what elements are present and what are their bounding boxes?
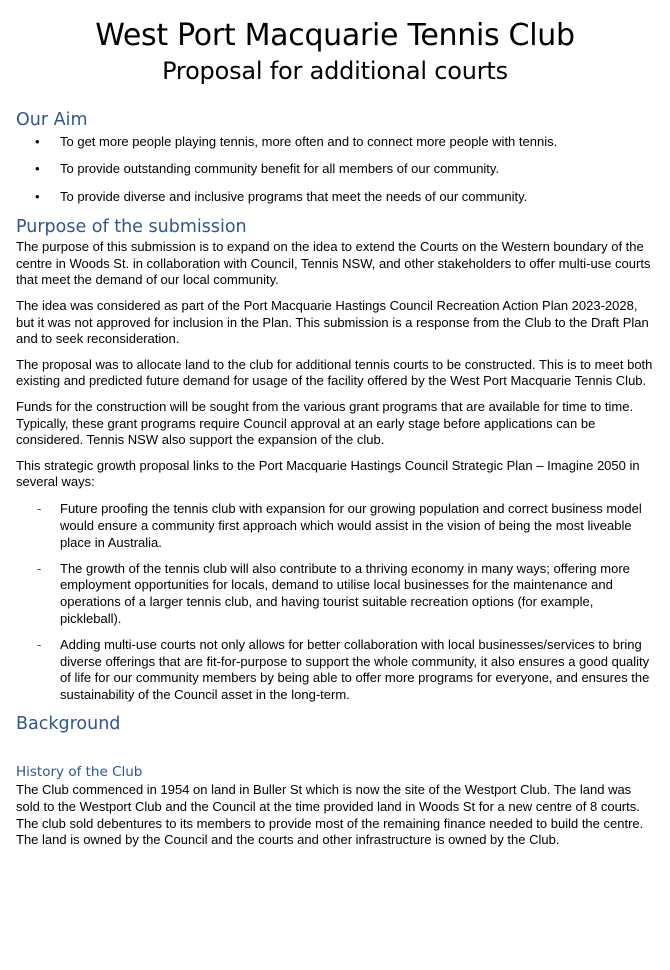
list-item: [0, 161, 670, 178]
background-heading: Background: [16, 714, 121, 735]
history-paragraph: The Club commenced in 1954 on land in Buller St which is now the site of the Westport Club. The land was sold to the Westport Club and the Council at the time provided land in Woods St for a new centre of 8 courts. The club sold debentures to its members to provide most of the remaining finance needed to build the centre. The land is owned by the Council and the courts and other infrastructure is owned by the Club.: [16, 782, 644, 848]
list-item-text: Future proofing the tennis club with expansion for our growing population and correct business model would ensure a community first approach which would assist in the vision of being the most liveable place in Australia.: [60, 501, 642, 550]
dash-icon: -: [37, 636, 42, 652]
list-item-text: To provide outstanding community benefit for all members of our community.: [60, 161, 500, 177]
dash-icon: -: [37, 560, 42, 576]
aim-heading: Our Aim: [16, 110, 88, 130]
list-item-text: Adding multi-use courts not only allows for better collaboration with local businesses/services to bring diverse offerings that are fit-for-purpose to support the whole community, it also ensures a good quality of life for our community members by being able to offer more programs for everyone, and ensures the sustainability of the Council asset in the long-term.: [60, 636, 650, 703]
purpose-paragraph: The purpose of this submission is to expand on the idea to extend the Courts on the Western boundary of the centre in Woods St. in collaboration with Council, Tennis NSW, and other stakeholders to offer multi-use courts that meet the demand of our local community.: [16, 238, 651, 288]
list-item: [0, 189, 670, 206]
purpose-paragraph: This strategic growth proposal links to the Port Macquarie Hastings Council Strategic Plan – Imagine 2050 in several ways:: [16, 457, 640, 490]
list-item: [0, 637, 670, 704]
purpose-paragraph: The idea was considered as part of the Port Macquarie Hastings Council Recreation Action Plan 2023-2028, but it was not approved for inclusion in the Plan. This submission is a response from the Club to the Draft Plan and to seek reconsideration.: [16, 297, 649, 347]
bullet-icon: •: [35, 188, 40, 204]
list-item: [0, 561, 670, 628]
aim-section: [0, 109, 670, 205]
background-section: [0, 713, 670, 849]
bullet-icon: •: [35, 134, 40, 149]
list-item-text: To get more people playing tennis, more often and to connect more people with tennis.: [60, 134, 558, 149]
list-item: [0, 501, 670, 551]
list-item: [0, 134, 670, 151]
history-heading: History of the Club: [16, 764, 143, 781]
list-item-text: To provide diverse and inclusive programs that meet the needs of our community.: [60, 188, 528, 204]
document-subtitle: Proposal for additional courts: [162, 57, 508, 85]
purpose-section: [0, 216, 670, 704]
document-title: West Port Macquarie Tennis Club: [95, 18, 575, 53]
purpose-paragraph: Funds for the construction will be sought from the various grant programs that are available for time to time. Typically, these grant programs require Council approval at an early stage before applications can be considered. Tennis NSW also support the expansion of the club.: [16, 398, 634, 448]
purpose-heading: Purpose of the submission: [16, 216, 247, 237]
purpose-paragraph: The proposal was to allocate land to the club for additional tennis courts to be constructed. This is to meet both existing and predicted future demand for usage of the facility offered by the West Port Macquarie Tennis Club.: [16, 356, 653, 389]
dash-icon: -: [37, 501, 42, 517]
strategic-links-list: [0, 501, 670, 704]
bullet-icon: •: [35, 161, 40, 177]
list-item-text: The growth of the tennis club will also contribute to a thriving economy in many ways; offering more employment opportunities for locals, demand to utilise local businesses for the maintenance and operations of a larger tennis club, and having tourist suitable recreation options (for example, pickleball).: [60, 560, 630, 627]
aim-list: [0, 134, 670, 205]
